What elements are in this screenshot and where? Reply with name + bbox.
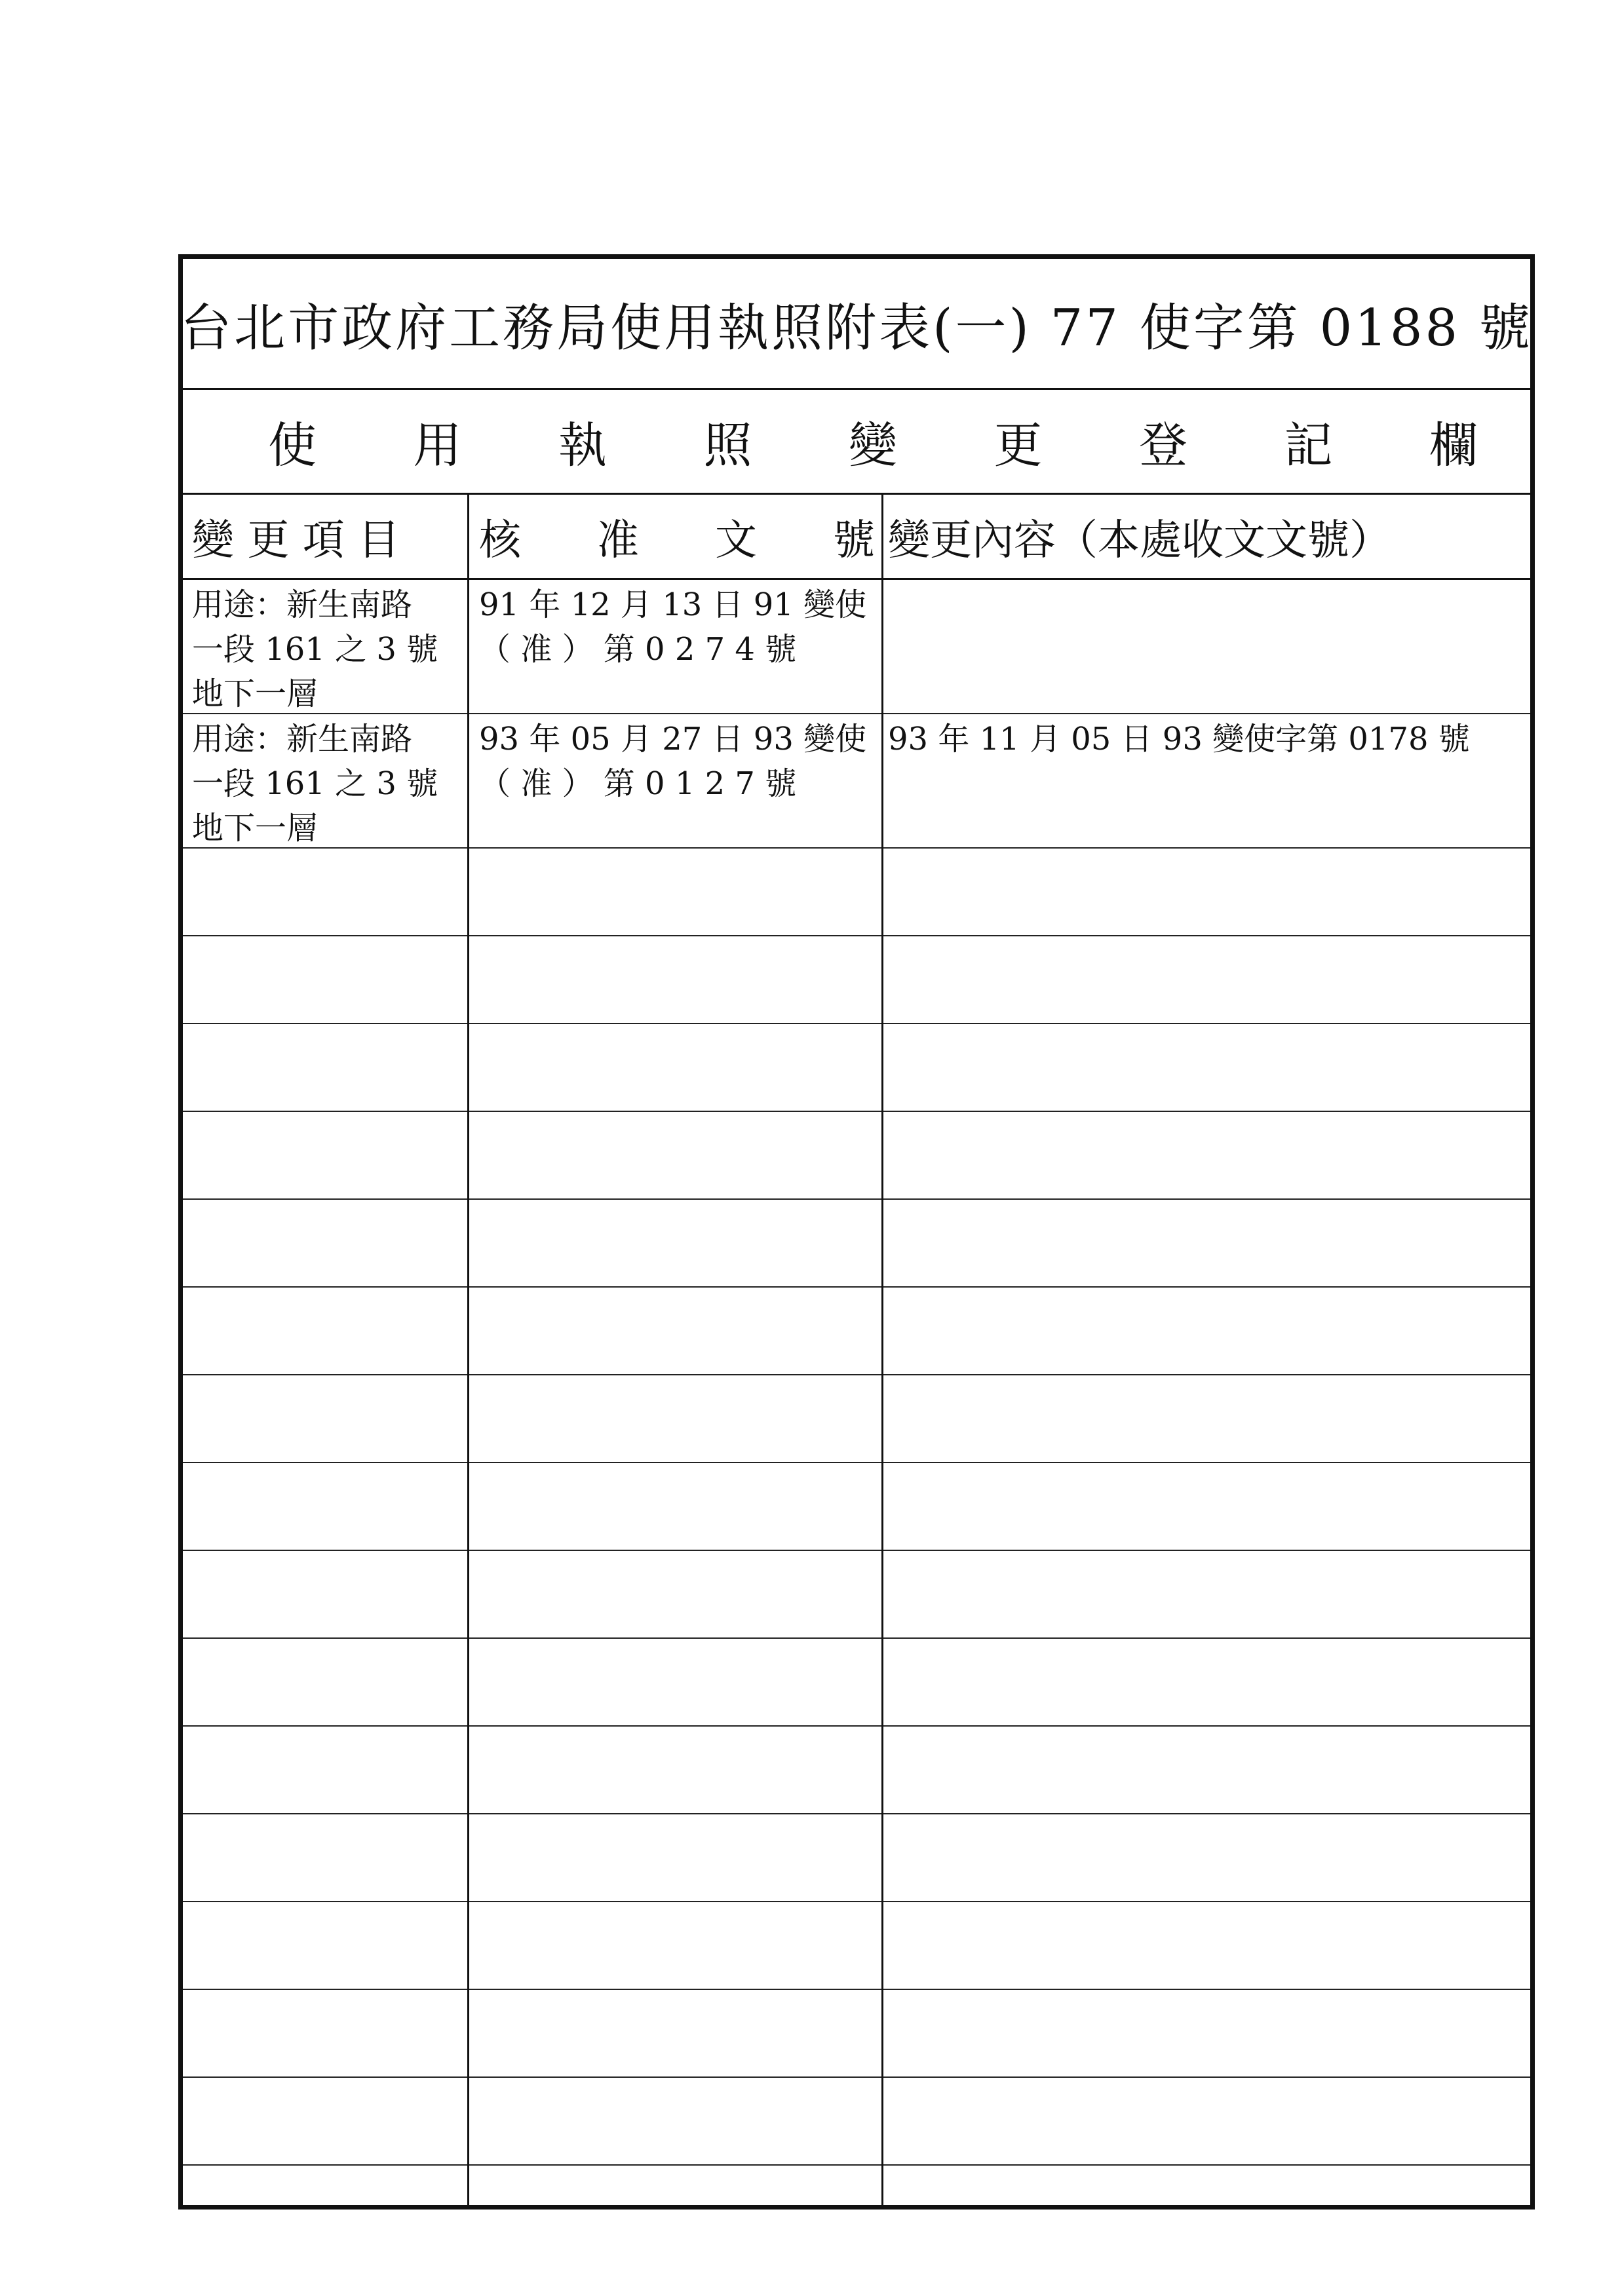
column-header-approval-char: 核 [479, 516, 521, 565]
empty-table-row [183, 1639, 1530, 1727]
column-header-approval-char: 准 [597, 516, 639, 565]
empty-table-row [183, 849, 1530, 936]
empty-table-row [183, 936, 1530, 1024]
empty-table-row [183, 1902, 1530, 1990]
approval-number-line: 91 年 12 月 13 日 91 變使 [479, 586, 867, 623]
table-row [183, 714, 1530, 849]
change-item-cell [192, 717, 467, 851]
column-header-approval [479, 495, 879, 578]
empty-table-row [183, 1375, 1530, 1463]
approval-number-cell [479, 583, 885, 672]
section-heading-char: 登 [1139, 417, 1187, 474]
empty-table-row [183, 1551, 1530, 1639]
section-heading-char: 用 [413, 417, 462, 474]
change-item-line: 地下一層 [192, 810, 318, 847]
change-content-cell: 93 年 11 月 05 日 93 變使字第 0178 號 [888, 721, 1470, 757]
column-header-approval-char: 文 [715, 516, 757, 565]
empty-table-row [183, 1024, 1530, 1112]
form-title: 台北市政府工務局使用執照附表(一) 77 使字第 0188 號 [180, 298, 1533, 358]
empty-table-row [183, 1814, 1530, 1902]
section-heading-char: 照 [703, 417, 752, 474]
column-header-item: 變 更 項 目 [192, 516, 400, 565]
table-row [183, 580, 1530, 714]
empty-table-row [183, 1727, 1530, 1814]
change-item-line: 一段 161 之 3 號 [192, 765, 438, 802]
section-heading-char: 記 [1284, 417, 1333, 474]
license-appendix-form [178, 254, 1535, 2210]
section-heading-char: 更 [993, 417, 1043, 474]
empty-table-row [183, 1288, 1530, 1375]
column-header-approval-char: 號 [833, 516, 875, 565]
change-item-line: 用途：新生南路 [192, 586, 413, 623]
column-header-row [183, 495, 1530, 580]
section-heading [183, 390, 1530, 495]
section-heading-char: 欄 [1429, 417, 1478, 474]
section-heading-char: 使 [268, 417, 317, 474]
approval-number-line: （ 准 ） 第 0 1 2 7 號 [479, 765, 797, 802]
section-heading-char: 執 [558, 417, 607, 474]
change-item-line: 地下一層 [192, 676, 318, 712]
empty-table-row [183, 1112, 1530, 1200]
column-divider [467, 495, 469, 2205]
empty-table-row [183, 1990, 1530, 2078]
change-item-cell [192, 583, 467, 716]
approval-number-line: 93 年 05 月 27 日 93 變使 [479, 721, 867, 757]
approval-number-cell [479, 717, 885, 806]
empty-table-row [183, 1200, 1530, 1288]
empty-table-row [183, 1463, 1530, 1551]
change-item-line: 一段 161 之 3 號 [192, 631, 438, 668]
column-divider [881, 495, 883, 2205]
approval-number-line: （ 准 ） 第 0 2 7 4 號 [479, 631, 797, 668]
form-title-row [180, 259, 1533, 390]
empty-table-row [183, 2078, 1530, 2166]
column-header-content: 變更內容（本處收文文號） [888, 516, 1391, 565]
change-item-line: 用途：新生南路 [192, 721, 413, 757]
section-heading-char: 變 [849, 417, 897, 474]
